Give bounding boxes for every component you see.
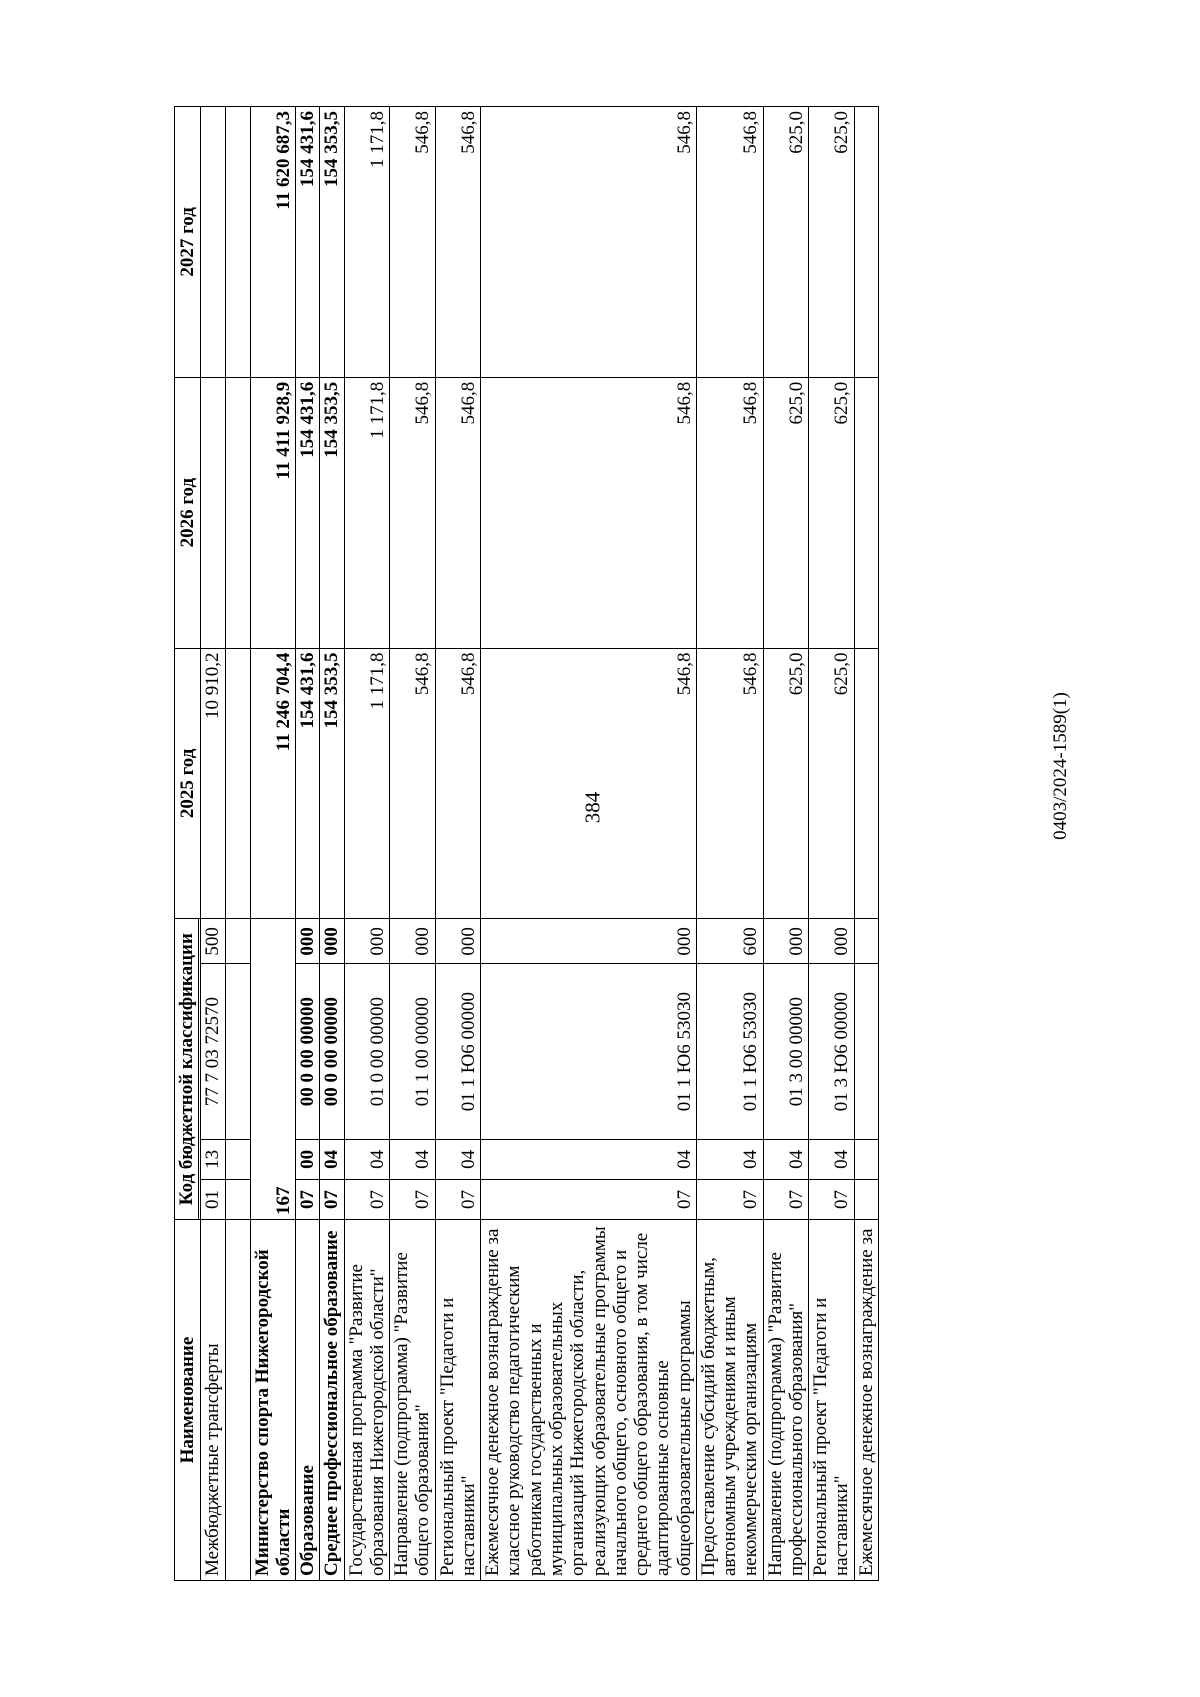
section-code-cell (225, 1179, 250, 1219)
row-name-cell (225, 1220, 250, 1581)
value-2025-cell: 625,0 (763, 648, 809, 919)
row-name-cell: Межбюджетные трансферты (201, 1220, 225, 1581)
row-name-cell: Ежемесячное денежное вознаграждение за классное руководство педагогическим работникам государственных и муниципальных образовательных организаций Нижегородской области, реализующих образовательные программы начального общего, основного общего и среднего общего образования, в том числе адаптированные основные общеобразовательные программы (481, 1220, 697, 1581)
target-article-cell: 01 3 00 00000 (763, 964, 809, 1139)
value-2027-cell: 625,0 (763, 107, 809, 378)
expense-type-cell: 000 (763, 919, 809, 964)
value-2025-cell: 154 353,5 (320, 648, 344, 919)
value-2026-cell (854, 377, 878, 648)
value-2027-cell: 546,8 (696, 107, 763, 378)
table-row (320, 107, 344, 1581)
row-name-cell: Региональный проект "Педагоги и наставники" (435, 1220, 481, 1581)
table-row (225, 107, 250, 1581)
value-2025-cell: 1 171,8 (344, 648, 390, 919)
target-article-cell: 01 0 00 00000 (344, 964, 390, 1139)
table-row (696, 107, 763, 1581)
row-name-cell: Направление (подпрограмма) "Развитие профессионального образования" (763, 1220, 809, 1581)
value-2027-cell: 1 171,8 (344, 107, 390, 378)
header-year-2027: 2027 год (175, 107, 201, 378)
table-row (201, 107, 225, 1581)
row-name-cell: Среднее профессиональное образование (320, 1220, 344, 1581)
section-code-cell: 01 (201, 1179, 225, 1219)
section-code-cell (854, 1179, 878, 1219)
expense-type-cell: 000 (390, 919, 436, 964)
target-article-cell (225, 964, 250, 1139)
budget-table (174, 106, 879, 1581)
row-name-cell: Направление (подпрограмма) "Развитие общего образования" (390, 1220, 436, 1581)
value-2026-cell (201, 377, 225, 648)
table-row (250, 107, 296, 1581)
value-2025-cell (225, 648, 250, 919)
target-article-cell: 01 1 Ю6 00000 (435, 964, 481, 1139)
expense-type-cell: 000 (481, 919, 697, 964)
table-row (809, 107, 855, 1581)
expense-type-cell (225, 919, 250, 964)
value-2026-cell: 546,8 (435, 377, 481, 648)
row-name-cell: Региональный проект "Педагоги и наставники" (809, 1220, 855, 1581)
subsection-code-cell: 04 (763, 1139, 809, 1179)
expense-type-cell: 000 (344, 919, 390, 964)
table-row (481, 107, 697, 1581)
value-2027-cell: 11 620 687,3 (250, 107, 296, 378)
header-code-group: Код бюджетной классификации (175, 919, 199, 1220)
row-name-cell: Предоставление субсидий бюджетным, автономным учреждениям и иным некоммерческим организациям (696, 1220, 763, 1581)
table-row (296, 107, 320, 1581)
value-2027-cell: 625,0 (809, 107, 855, 378)
target-article-cell: 00 0 00 00000 (296, 964, 320, 1139)
rotated-page-content (174, 106, 1037, 1581)
table-row (435, 107, 481, 1581)
section-code-cell: 07 (296, 1179, 320, 1219)
table-row (854, 107, 878, 1581)
value-2026-cell: 546,8 (390, 377, 436, 648)
table-row (763, 107, 809, 1581)
row-name-cell: Министерство спорта Нижегородской области (250, 1220, 296, 1581)
expense-type-cell: 600 (696, 919, 763, 964)
subsection-code-cell: 13 (201, 1139, 225, 1179)
section-code-cell: 07 (435, 1179, 481, 1219)
expense-type-cell: 000 (435, 919, 481, 964)
value-2026-cell: 625,0 (809, 377, 855, 648)
section-code-cell: 07 (390, 1179, 436, 1219)
value-2027-cell: 154 431,6 (296, 107, 320, 378)
value-2026-cell: 546,8 (481, 377, 697, 648)
row-name-cell: Образование (296, 1220, 320, 1581)
expense-type-cell (854, 919, 878, 964)
section-code-cell: 07 (344, 1179, 390, 1219)
value-2026-cell: 11 411 928,9 (250, 377, 296, 648)
value-2026-cell: 154 353,5 (320, 377, 344, 648)
subsection-code-cell: 04 (390, 1139, 436, 1179)
row-name-cell: Государственная программа "Развитие образования Нижегородской области" (344, 1220, 390, 1581)
header-name: Наименование (175, 1220, 201, 1581)
subsection-code-cell: 04 (320, 1139, 344, 1179)
page-number: 384 (580, 791, 605, 824)
section-code-cell: 07 (763, 1179, 809, 1219)
value-2027-cell: 546,8 (435, 107, 481, 378)
subsection-code-cell (225, 1139, 250, 1179)
value-2026-cell: 625,0 (763, 377, 809, 648)
value-2025-cell (854, 648, 878, 919)
value-2025-cell: 546,8 (435, 648, 481, 919)
value-2026-cell: 1 171,8 (344, 377, 390, 648)
value-2026-cell (225, 377, 250, 648)
subsection-code-cell: 04 (344, 1139, 390, 1179)
section-code-cell: 07 (320, 1179, 344, 1219)
value-2027-cell: 546,8 (390, 107, 436, 378)
ministry-code-cell: 167 (250, 919, 296, 1220)
target-article-cell: 01 1 Ю6 53030 (481, 964, 697, 1139)
row-name-cell: Ежемесячное денежное вознаграждение за (854, 1220, 878, 1581)
header-year-2025: 2025 год (175, 648, 201, 919)
target-article-cell (854, 964, 878, 1139)
target-article-cell: 01 1 00 00000 (390, 964, 436, 1139)
value-2026-cell: 546,8 (696, 377, 763, 648)
table-row (390, 107, 436, 1581)
table-row (344, 107, 390, 1581)
expense-type-cell: 000 (809, 919, 855, 964)
value-2025-cell: 11 246 704,4 (250, 648, 296, 919)
value-2027-cell (225, 107, 250, 378)
value-2027-cell: 154 353,5 (320, 107, 344, 378)
value-2025-cell: 546,8 (481, 648, 697, 919)
value-2027-cell (201, 107, 225, 378)
value-2025-cell: 10 910,2 (201, 648, 225, 919)
subsection-code-cell (854, 1139, 878, 1179)
subsection-code-cell: 04 (809, 1139, 855, 1179)
header-year-2026: 2026 год (175, 377, 201, 648)
subsection-code-cell: 04 (481, 1139, 697, 1179)
document-code: 0403/2024-1589(1) (1050, 692, 1071, 840)
target-article-cell: 01 1 Ю6 53030 (696, 964, 763, 1139)
value-2025-cell: 625,0 (809, 648, 855, 919)
expense-type-cell: 000 (320, 919, 344, 964)
value-2025-cell: 546,8 (390, 648, 436, 919)
target-article-cell: 01 3 Ю6 00000 (809, 964, 855, 1139)
value-2025-cell: 546,8 (696, 648, 763, 919)
section-code-cell: 07 (809, 1179, 855, 1219)
subsection-code-cell: 00 (296, 1139, 320, 1179)
subsection-code-cell: 04 (696, 1139, 763, 1179)
section-code-cell: 07 (481, 1179, 697, 1219)
value-2026-cell: 154 431,6 (296, 377, 320, 648)
value-2027-cell: 546,8 (481, 107, 697, 378)
value-2025-cell: 154 431,6 (296, 648, 320, 919)
subsection-code-cell: 04 (435, 1139, 481, 1179)
target-article-cell: 77 7 03 72570 (201, 964, 225, 1139)
value-2027-cell (854, 107, 878, 378)
section-code-cell: 07 (696, 1179, 763, 1219)
expense-type-cell: 500 (201, 919, 225, 964)
table-body (201, 107, 879, 1581)
target-article-cell: 00 0 00 00000 (320, 964, 344, 1139)
expense-type-cell: 000 (296, 919, 320, 964)
